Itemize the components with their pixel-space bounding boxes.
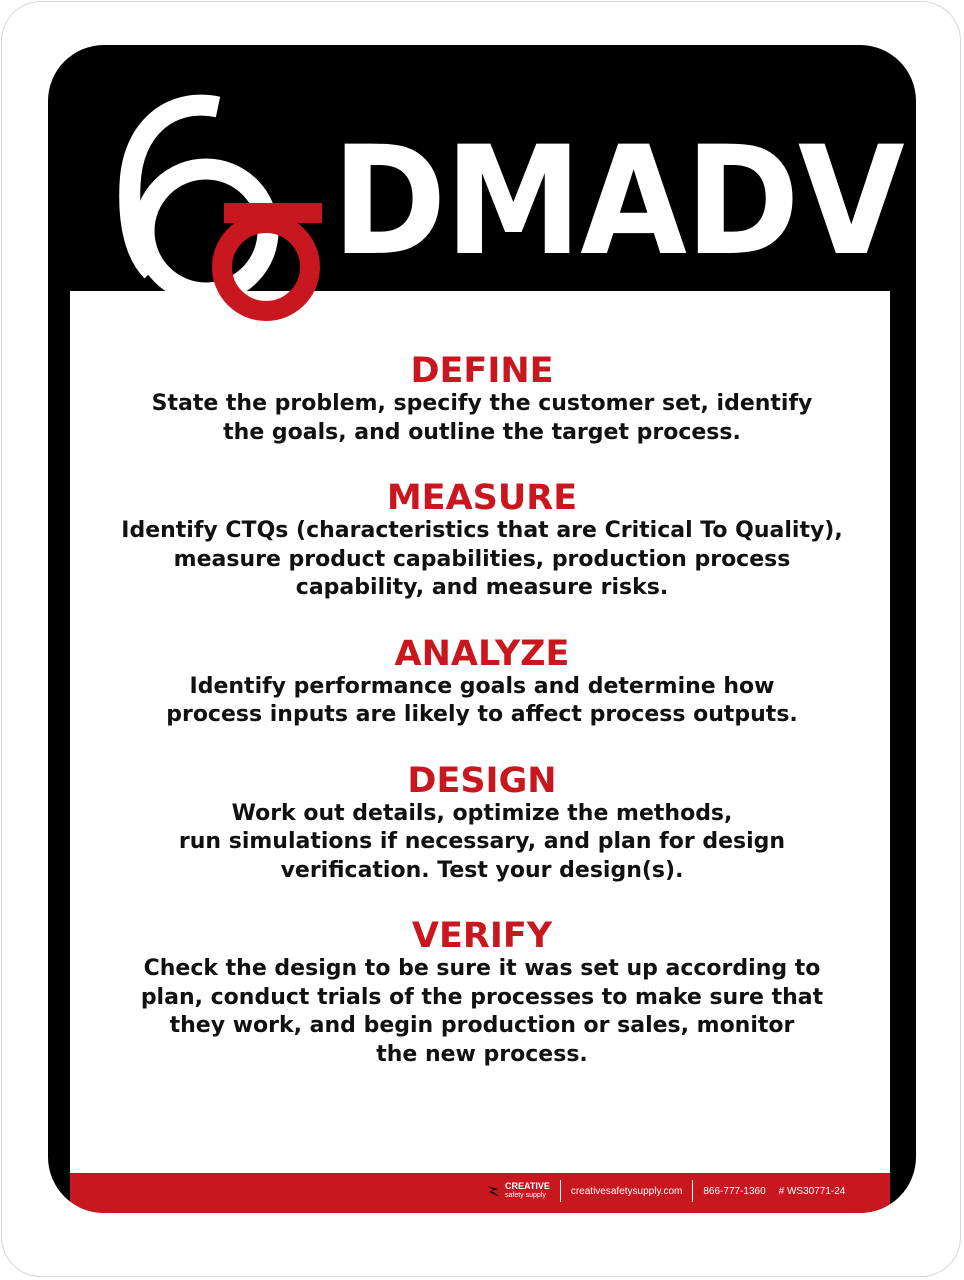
footer-divider — [692, 1180, 693, 1202]
step-heading: ANALYZE — [394, 633, 570, 674]
footer-spacer — [772, 1180, 773, 1202]
step-description: State the problem, specify the customer set, identify the goals, and outline the target process. — [151, 391, 813, 445]
step-description: Check the design to be sure it was set up according to plan, conduct trials of the processes to make sure that they work, and begin production or sales, monitor the new process. — [140, 956, 824, 1067]
brand — [486, 1182, 550, 1200]
footer-info — [486, 1178, 845, 1204]
brand-tagline: safety supply — [505, 1192, 546, 1199]
step-design — [70, 762, 894, 886]
step-measure — [70, 479, 894, 603]
footer-website: creativesafetysupply.com — [570, 1185, 683, 1197]
creative-safety-supply-logo-icon — [486, 1183, 502, 1199]
footer-divider — [560, 1180, 561, 1202]
step-description: Identify CTQs (characteristics that are Critical To Quality), measure product capabilities, production process capability, and measure risks. — [121, 518, 843, 600]
brand-name: CREATIVE — [505, 1181, 550, 1191]
steps-list — [70, 352, 894, 1101]
step-heading: DESIGN — [407, 760, 557, 801]
step-description: Work out details, optimize the methods, run simulations if necessary, and plan for design verification. Test your design(s). — [178, 800, 786, 883]
step-verify — [70, 917, 894, 1069]
step-heading: VERIFY — [411, 916, 553, 956]
step-define — [70, 352, 894, 447]
footer-sku: # WS30771-24 — [778, 1185, 846, 1197]
step-description: Identify performance goals and determine how process inputs are likely to affect process outputs. — [166, 673, 798, 727]
footer-phone: 866-777-1360 — [703, 1185, 766, 1197]
step-heading: MEASURE — [386, 478, 578, 518]
step-heading: DEFINE — [410, 351, 554, 391]
page-title: DMADV — [332, 115, 903, 289]
step-analyze — [70, 635, 894, 730]
